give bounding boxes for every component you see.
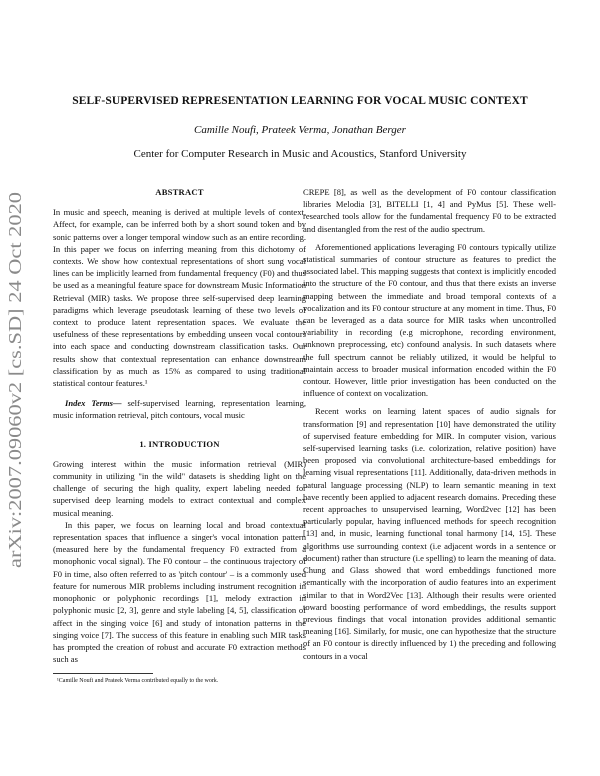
index-terms (53, 397, 306, 421)
footnote-rule (53, 673, 153, 674)
intro-paragraph-1: Growing interest within the music information retrieval (MIR) community in utilizing "in the wild" datasets is shedding light on the challenge of securing the high quality, expert labeling needed for supervised deep learning models to extract contextual and complex musical meaning. (53, 458, 306, 518)
arxiv-stamp-text: arXiv:2007.09060v2 [cs.SD] 24 Oct 2020 (5, 274, 25, 568)
right-column (303, 186, 556, 662)
right-paragraph-3: Recent works on learning latent spaces of audio signals for transformation [9] and representation [10] have demonstrated the utility of supervised feature embedding for MIR. In computer vision, various self-supervised learning tasks (i.e. colorization, relative position) have been proposed via convolutional architecture-based embeddings for learning visual representations [11]. Additionally, data-driven methods in natural language processing (NLP) to learn semantic meaning in text have recently been applied to adjacent research domains. Preceding these recent approaches to unsupervised learning, Word2vec [12] has been particularly popular, having influenced methods for speech recognition [13] and, in music, learning functional tonal harmony [14, 15]. These algorithms use surrounding context (i.e adjacent words in a sentence or document) rather than structure (i.e spelling) to learn the meaning of data. Chung and Glass showed that word embeddings functioned more semantically with the incorporation of audio features into an experiment similar to that in Word2Vec [13]. Although their results were oriented toward boosting performance of word embeddings, the results support previous findings that vocal intonation provides additional semantic meaning [16]. Similarly, for music, one can hypothesize that the structure of an F0 contour is directly influenced by 1) the preceding and following contours in a vocal (303, 406, 556, 661)
introduction-heading: 1. INTRODUCTION (139, 438, 220, 449)
intro-paragraph-2: In this paper, we focus on learning local and broad contextual representation spaces that influence a singer's vocal intonation pattern (measured here by the fundamental frequency F0 extracted from a monophonic vocal signal). The F0 contour – the continuous trajectory of F0 in time, also often referred to as 'pitch contour' – is a commonly used feature for numerous MIR problems including instrument recognition in monophonic or polyphonic recordings [1], melody extraction in polyphonic music [2, 3], genre and style labeling [4, 5], classification of affect in the singing voice [6] and study of intonation patterns in the singing voice [7]. The success of this feature in enabling such MIR tasks has prompted the creation of robust and accurate F0 extraction methods such as (53, 519, 306, 665)
abstract-text: In music and speech, meaning is derived at multiple levels of context. Affect, for example, can be inferred both by a short sound token and by sonic patterns over a longer temporal window such as an entire recording. In this paper we focus on inferring meaning from this dichotomy of contexts. We show how contextual representations of short sung vocal lines can be implicitly learned from fundamental frequency (F0) and thus be used as a meaningful feature space for downstream Music Information Retrieval (MIR) tasks. We propose three self-supervised deep learning paradigms which leverage pseudotask learning of these two levels of context to produce latent representation spaces. We evaluate the usefulness of these representations by embedding unseen vocal contours into each space and conducting downstream classification tasks. Our results show that contextual representation can enhance downstream classification by as much as 15% as compared to using traditional statistical contour features.¹ (53, 207, 306, 389)
right-paragraph-2: Aforementioned applications leveraging F0 contours typically utilize statistical summaries of contour structure as features to predict the associated label. This mapping suggests that context is implicitly encoded into the structure of the F0 contour, and thus that there exists an inverse mapping between the immediate and broad temporal contexts of a vocalization and its F0 contour structure at any moment in time. Thus, F0 can be leveraged as a data source for MIR tasks when uncontrolled variability in recording (e.g microphone, recording environment, unknown preprocessing, etc) confound analysis. In such datasets where the full spectrum cannot be reliably utilized, it would be helpful to maintain access to broader musical information encoded within the F0 contour. However, little prior investigation has been conducted on the influence of context on vocalization. (303, 241, 556, 399)
left-column (53, 186, 306, 685)
index-terms-text: self-supervised learning, representation learning, music information retrieval, pitch contours, vocal music (53, 398, 306, 421)
right-paragraph-1: CREPE [8], as well as the development of F0 contour classification libraries Melodia [3], BITELLI [1, 4] and PyMus [5]. These well-researched tools allow for the fundamental frequency F0 to be extracted and disentangled from the rest of the audio spectrum. (303, 187, 556, 234)
abstract-heading: ABSTRACT (155, 187, 204, 197)
arxiv-stamp (2, 190, 30, 570)
footnote: ¹Camille Noufi and Prateek Verma contributed equally to the work. (57, 678, 219, 685)
paper-title: SELF-SUPERVISED REPRESENTATION LEARNING FOR VOCAL MUSIC CONTEXT (72, 95, 528, 107)
affiliation: Center for Computer Research in Music and Acoustics, Stanford University (133, 148, 467, 160)
index-terms-label: Index Terms— (65, 398, 122, 409)
author-list: Camille Noufi, Prateek Verma, Jonathan Berger (194, 124, 406, 136)
